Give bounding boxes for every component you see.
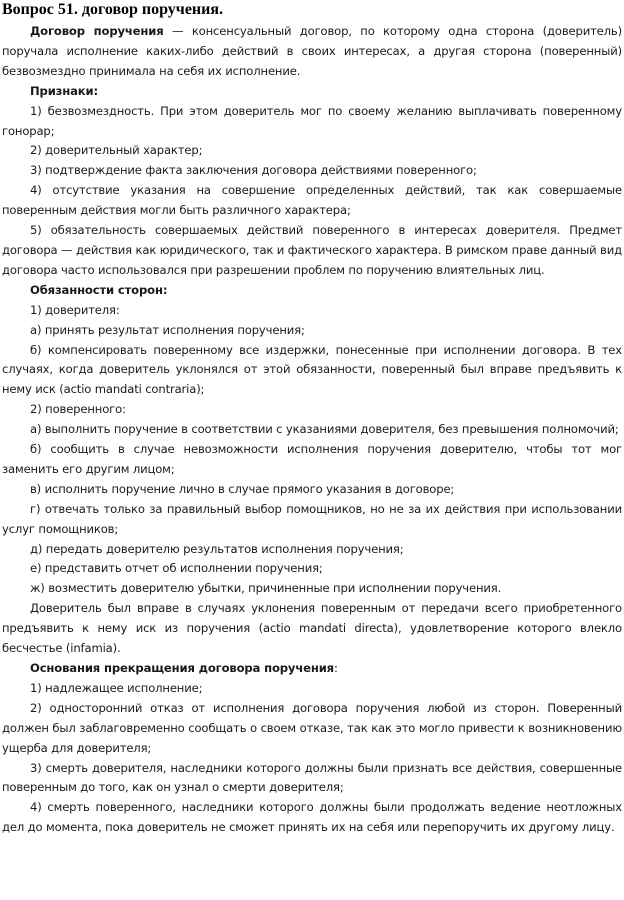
duties-item: в) исполнить поручение лично в случае прямого указания в договоре; [30,481,455,496]
intro-paragraph [2,22,622,82]
signs-heading: Признаки: [30,83,98,98]
duties-item: е) представить отчет об исполнении поручения; [30,561,323,576]
duties-item: г) отвечать только за правильный выбор помощников, но не за их действия при использовании услуг помощников; [2,501,622,536]
signs-item: 5) обязательность совершаемых действий поверенного в интересах доверителя. Предмет договора — действия как юридического, так и фактического характера. В римском праве данный вид договора часто использовался при разрешении проблем по поручению влиятельных лиц. [2,223,622,277]
intro-text: — консенсуальный договор, по которому одна сторона (доверитель) поручала исполнение каких-либо действий в своих интересах, а другая сторона (поверенный) безвозмездно принимала на себя их исполнение. [2,24,622,78]
intro-term: Договор поручения [30,24,164,38]
duties-item: а) выполнить поручение в соответствии с указаниями доверителя, без превышения полномочий; [30,422,619,437]
signs-item: 4) отсутствие указания на совершение определенных действий, так как совершаемые поверенным действия могли быть различного характера; [2,183,622,218]
termination-item: 3) смерть доверителя, наследники которого должны были признать все действия, совершенные поверенным до того, как он узнал о смерти доверителя; [2,760,622,795]
termination-item: 1) надлежащее исполнение; [30,680,203,695]
termination-heading-text: Основания прекращения договора поручения [30,661,334,675]
page-title: Вопрос 51. договор поручения. [2,1,224,18]
document-body [2,22,622,838]
duties-item: 1) доверителя: [30,302,120,317]
duties-item: б) компенсировать поверенному все издержки, понесенные при исполнении договора. В тех случаях, когда доверитель уклонялся от этой обязанности, поверенный был вправе предъявить к нему иск (actio mandati contraria); [2,342,622,397]
termination-heading-suffix: : [333,661,338,675]
signs-item: 1) безвозмездность. При этом доверитель мог по своему желанию выплачивать поверенному гонорар; [2,103,622,138]
signs-item: 2) доверительный характер; [30,143,203,158]
duties-item: 2) поверенного: [30,402,126,417]
signs-item: 3) подтверждение факта заключения договора действиями поверенного; [30,163,477,178]
termination-item: 2) односторонний отказ от исполнения договора поручения любой из сторон. Поверенный должен был заблаговременно сообщать о своем отказе, так как это могло привести к возникновению ущерба для доверителя; [2,700,622,755]
duties-heading: Обязанности сторон: [30,282,168,297]
duties-item: б) сообщить в случае невозможности исполнения поручения доверителю, чтобы тот мог заменить его другим лицом; [2,442,622,476]
termination-heading [2,659,622,679]
duties-item: Доверитель был вправе в случаях уклонения поверенным от передачи всего приобретенного предъявить к нему иск из поручения (actio mandati directa), удовлетворение которого влекло бесчестье (infamia). [2,601,622,656]
duties-item: д) передать доверителю результатов исполнения поручения; [30,541,404,556]
duties-item: ж) возместить доверителю убытки, причиненные при исполнении поручения. [30,581,502,596]
duties-item: а) принять результат исполнения поручения; [30,322,305,337]
termination-item: 4) смерть поверенного, наследники которого должны были продолжать ведение неотложных дел до момента, пока доверитель не сможет принять их на себя или перепоручить их другому лицу. [2,800,622,835]
